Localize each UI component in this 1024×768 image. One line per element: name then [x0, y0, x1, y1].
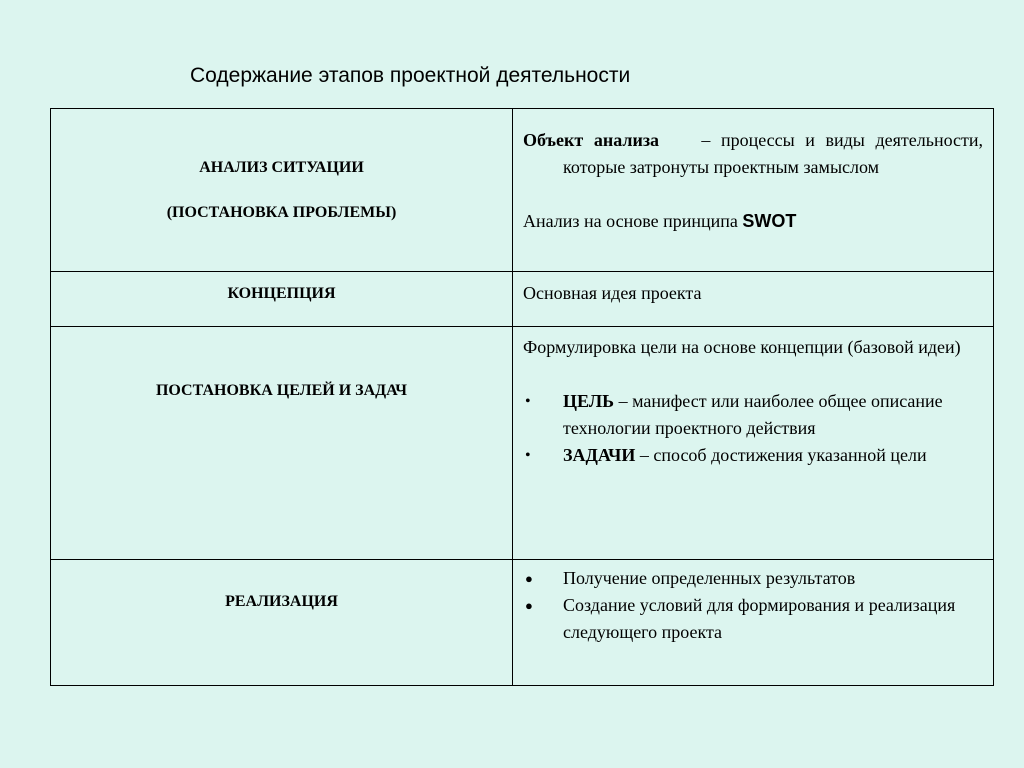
stage-name: РЕАЛИЗАЦИЯ [225, 593, 338, 610]
list-item-term: ЦЕЛЬ [563, 391, 615, 411]
bullet-icon: ● [525, 571, 533, 586]
stage-cell [51, 272, 513, 327]
analysis-object-text: – процессы и виды деятельности, которые затронуты проектным замыслом [563, 130, 984, 177]
stage-cell [51, 560, 513, 686]
list-item [523, 565, 983, 592]
list-item-term: ЗАДАЧИ [563, 445, 636, 465]
stage-name: АНАЛИЗ СИТУАЦИИ [199, 159, 364, 176]
list-item [523, 388, 983, 442]
analysis-object-label: Объект анализа [523, 130, 660, 150]
table-row [51, 272, 994, 327]
swot-prefix: Анализ на основе принципа [523, 211, 738, 231]
bullet-icon: • [525, 393, 531, 410]
list-item [523, 442, 983, 469]
swot-paragraph [523, 208, 983, 235]
bullet-icon: • [525, 447, 531, 464]
stage-cell [51, 327, 513, 560]
goals-list [523, 388, 983, 469]
list-item-text: – манифест или наиболее общее описание технологии проектного действия [563, 391, 943, 438]
description-cell [513, 327, 994, 560]
analysis-object-paragraph [523, 127, 983, 181]
page-title: Содержание этапов проектной деятельности [190, 64, 631, 87]
list-item-text: Создание условий для формирования и реализация следующего проекта [563, 595, 956, 642]
description-cell [513, 272, 994, 327]
stages-table [50, 108, 994, 686]
stage-cell [51, 109, 513, 272]
implementation-list [523, 565, 983, 646]
stage-name: ПОСТАНОВКА ЦЕЛЕЙ И ЗАДАЧ [155, 382, 408, 399]
table-row [51, 109, 994, 272]
description-cell [513, 560, 994, 686]
swot-word: SWOT [742, 211, 797, 231]
stage-name: КОНЦЕПЦИЯ [227, 285, 336, 302]
concept-text: Основная идея проекта [523, 283, 702, 303]
bullet-icon: ● [525, 598, 533, 613]
list-item-text: Получение определенных результатов [563, 568, 856, 588]
list-item [523, 592, 983, 646]
stage-subtitle: (ПОСТАНОВКА ПРОБЛЕМЫ) [166, 204, 397, 221]
table-row [51, 327, 994, 560]
list-item-text: – способ достижения указанной цели [635, 445, 927, 465]
description-cell [513, 109, 994, 272]
goals-intro: Формулировка цели на основе концепции (базовой идеи) [523, 337, 961, 357]
table-row [51, 560, 994, 686]
